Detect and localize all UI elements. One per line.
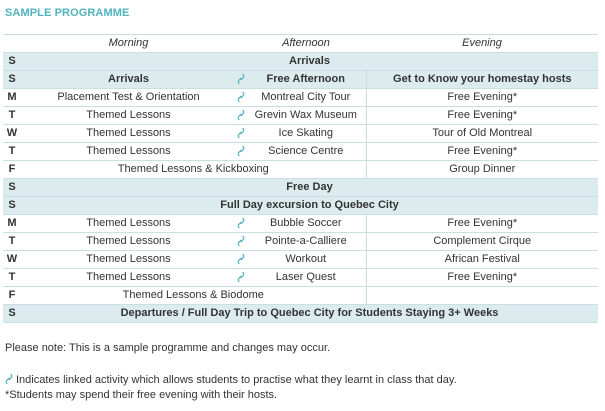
day-cell: F	[3, 287, 21, 305]
morning-cell: Arrivals	[21, 71, 236, 89]
table-row	[3, 233, 598, 251]
morning-cell: Themed Lessons	[21, 143, 236, 161]
day-cell: F	[3, 161, 21, 179]
header-morning: Morning	[21, 35, 236, 53]
link-cell	[236, 125, 246, 143]
link-cell	[236, 71, 246, 89]
day-cell: M	[3, 215, 21, 233]
evening-cell: Free Evening*	[366, 107, 598, 125]
evening-cell: Free Evening*	[366, 215, 598, 233]
link-cell	[236, 269, 246, 287]
link-cell	[236, 233, 246, 251]
table-row	[3, 287, 598, 305]
morning-cell: Themed Lessons	[21, 269, 236, 287]
table-row	[3, 197, 598, 215]
morning-cell: Themed Lessons	[21, 251, 236, 269]
day-cell: M	[3, 89, 21, 107]
afternoon-cell: Workout	[246, 251, 366, 269]
evening-cell: Complement Cirque	[366, 233, 598, 251]
page-title: SAMPLE PROGRAMME	[5, 7, 130, 19]
evening-cell: Free Evening*	[366, 143, 598, 161]
day-cell: T	[3, 107, 21, 125]
link-icon	[237, 253, 245, 265]
morning-cell: Themed Lessons	[21, 125, 236, 143]
table-row	[3, 179, 598, 197]
evening-cell: Free Evening*	[366, 269, 598, 287]
link-icon	[237, 73, 245, 85]
programme-body	[3, 53, 598, 323]
morning-cell: Placement Test & Orientation	[21, 89, 236, 107]
link-icon	[5, 373, 13, 385]
day-cell: S	[3, 71, 21, 89]
linked-note	[5, 373, 457, 386]
link-icon	[237, 235, 245, 247]
day-cell: S	[3, 305, 21, 323]
evening-note: *Students may spend their free evening with their hosts.	[5, 389, 278, 401]
full-row-cell: Full Day excursion to Quebec City	[21, 197, 598, 215]
table-row	[3, 53, 598, 71]
day-cell: W	[3, 251, 21, 269]
header-link	[236, 35, 246, 53]
afternoon-cell: Pointe-a-Calliere	[246, 233, 366, 251]
evening-cell: African Festival	[366, 251, 598, 269]
full-row-cell: Departures / Full Day Trip to Quebec City for Students Staying 3+ Weeks	[21, 305, 598, 323]
full-row-cell: Arrivals	[21, 53, 598, 71]
link-icon	[237, 145, 245, 157]
link-icon	[237, 217, 245, 229]
table-row	[3, 251, 598, 269]
afternoon-cell: Montreal City Tour	[246, 89, 366, 107]
afternoon-cell: Science Centre	[246, 143, 366, 161]
table-header-row	[3, 35, 598, 53]
programme-table	[3, 34, 598, 323]
link-cell	[236, 251, 246, 269]
morning-afternoon-cell: Themed Lessons & Kickboxing	[21, 161, 366, 179]
afternoon-cell: Laser Quest	[246, 269, 366, 287]
link-icon	[237, 271, 245, 283]
morning-afternoon-cell: Themed Lessons & Biodome	[21, 287, 366, 305]
day-cell: S	[3, 197, 21, 215]
day-cell: T	[3, 233, 21, 251]
table-row	[3, 305, 598, 323]
table-row	[3, 125, 598, 143]
link-cell	[236, 215, 246, 233]
table-row	[3, 107, 598, 125]
evening-cell	[366, 287, 598, 305]
link-icon	[237, 91, 245, 103]
evening-cell: Free Evening*	[366, 89, 598, 107]
table-row	[3, 161, 598, 179]
morning-cell: Themed Lessons	[21, 233, 236, 251]
morning-cell: Themed Lessons	[21, 215, 236, 233]
header-afternoon: Afternoon	[246, 35, 366, 53]
link-icon	[237, 109, 245, 121]
full-row-cell: Free Day	[21, 179, 598, 197]
link-cell	[236, 107, 246, 125]
sample-note: Please note: This is a sample programme and changes may occur.	[5, 342, 331, 354]
table-row	[3, 269, 598, 287]
day-cell: T	[3, 143, 21, 161]
afternoon-cell: Ice Skating	[246, 125, 366, 143]
day-cell: S	[3, 53, 21, 71]
link-cell	[236, 143, 246, 161]
afternoon-cell: Grevin Wax Museum	[246, 107, 366, 125]
day-cell: S	[3, 179, 21, 197]
link-cell	[236, 89, 246, 107]
link-icon	[237, 127, 245, 139]
table-row	[3, 71, 598, 89]
header-evening: Evening	[366, 35, 598, 53]
afternoon-cell: Bubble Soccer	[246, 215, 366, 233]
evening-cell: Get to Know your homestay hosts	[366, 71, 598, 89]
morning-cell: Themed Lessons	[21, 107, 236, 125]
day-cell: W	[3, 125, 21, 143]
table-row	[3, 215, 598, 233]
evening-cell: Tour of Old Montreal	[366, 125, 598, 143]
table-row	[3, 143, 598, 161]
table-row	[3, 89, 598, 107]
day-cell: T	[3, 269, 21, 287]
evening-cell: Group Dinner	[366, 161, 598, 179]
linked-note-text: Indicates linked activity which allows students to practise what they learnt in class that day.	[16, 374, 457, 386]
afternoon-cell: Free Afternoon	[246, 71, 366, 89]
header-day	[3, 35, 21, 53]
